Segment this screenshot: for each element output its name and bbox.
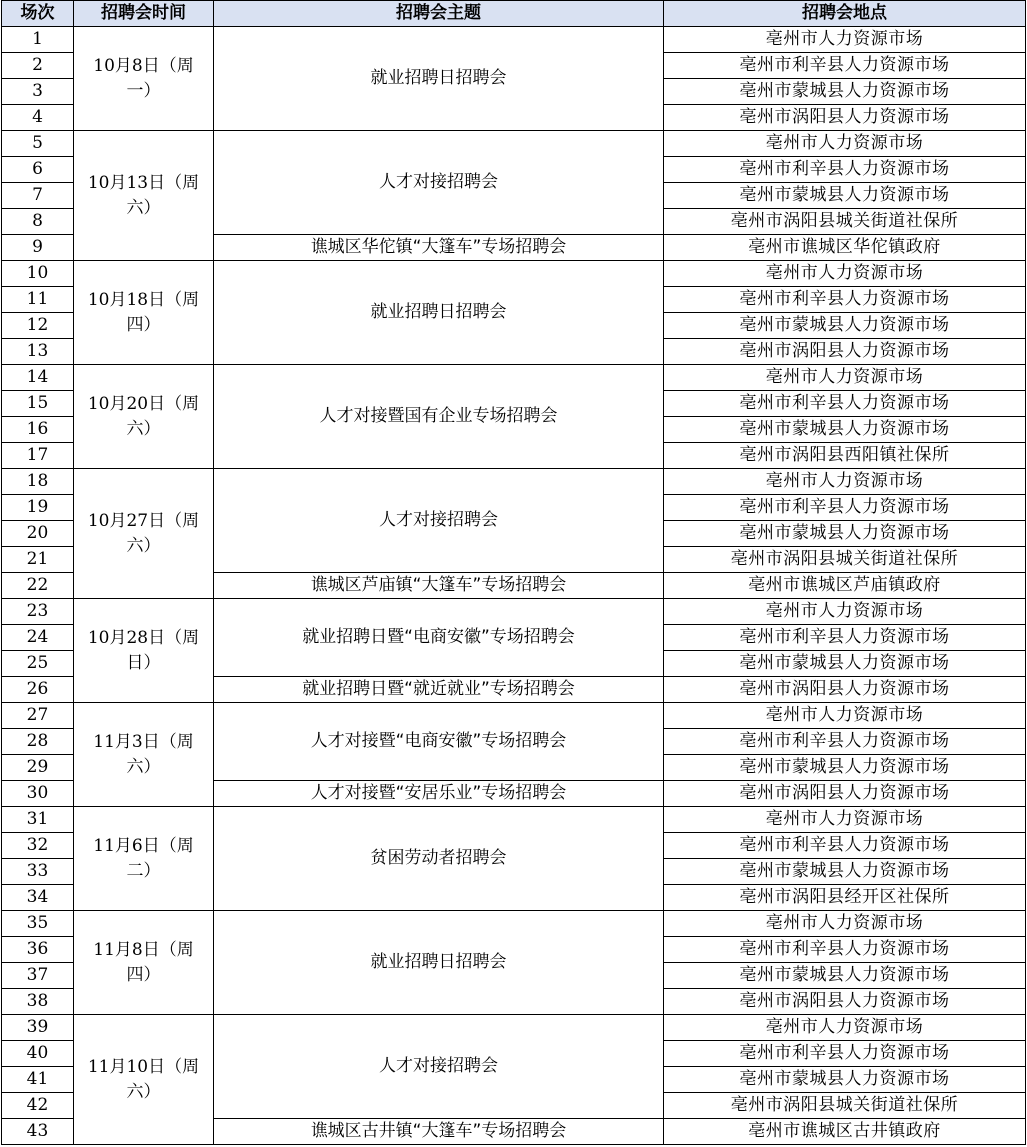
session-number: 40 xyxy=(2,1041,74,1067)
fair-location: 亳州市利辛县人力资源市场 xyxy=(664,53,1026,79)
fair-theme: 就业招聘日招聘会 xyxy=(214,261,664,365)
session-number: 11 xyxy=(2,287,74,313)
session-number: 2 xyxy=(2,53,74,79)
fair-location: 亳州市利辛县人力资源市场 xyxy=(664,729,1026,755)
fair-location: 亳州市涡阳县人力资源市场 xyxy=(664,105,1026,131)
fair-theme: 人才对接暨国有企业专场招聘会 xyxy=(214,365,664,469)
fair-theme: 贫困劳动者招聘会 xyxy=(214,807,664,911)
session-number: 42 xyxy=(2,1093,74,1119)
fair-location: 亳州市蒙城县人力资源市场 xyxy=(664,1067,1026,1093)
fair-date: 10月13日（周六） xyxy=(74,131,214,261)
session-number: 12 xyxy=(2,313,74,339)
session-number: 36 xyxy=(2,937,74,963)
session-number: 10 xyxy=(2,261,74,287)
session-number: 43 xyxy=(2,1119,74,1145)
table-row xyxy=(2,703,1026,729)
session-number: 24 xyxy=(2,625,74,651)
fair-location: 亳州市人力资源市场 xyxy=(664,1015,1026,1041)
fair-theme: 就业招聘日暨“就近就业”专场招聘会 xyxy=(214,677,664,703)
table-row xyxy=(2,261,1026,287)
fair-theme: 就业招聘日暨“电商安徽”专场招聘会 xyxy=(214,599,664,677)
table-row xyxy=(2,911,1026,937)
fair-location: 亳州市涡阳县城关街道社保所 xyxy=(664,209,1026,235)
session-number: 19 xyxy=(2,495,74,521)
fair-theme: 就业招聘日招聘会 xyxy=(214,27,664,131)
session-number: 5 xyxy=(2,131,74,157)
fair-date: 10月28日（周日） xyxy=(74,599,214,703)
session-number: 33 xyxy=(2,859,74,885)
fair-location: 亳州市利辛县人力资源市场 xyxy=(664,157,1026,183)
fair-location: 亳州市人力资源市场 xyxy=(664,703,1026,729)
session-number: 3 xyxy=(2,79,74,105)
fair-location: 亳州市蒙城县人力资源市场 xyxy=(664,79,1026,105)
fair-location: 亳州市人力资源市场 xyxy=(664,27,1026,53)
session-number: 37 xyxy=(2,963,74,989)
table-row xyxy=(2,365,1026,391)
session-number: 23 xyxy=(2,599,74,625)
fair-date: 10月20日（周六） xyxy=(74,365,214,469)
session-number: 9 xyxy=(2,235,74,261)
session-number: 25 xyxy=(2,651,74,677)
fair-theme: 人才对接招聘会 xyxy=(214,469,664,573)
session-number: 1 xyxy=(2,27,74,53)
fair-theme: 谯城区古井镇“大篷车”专场招聘会 xyxy=(214,1119,664,1145)
session-number: 38 xyxy=(2,989,74,1015)
header-theme: 招聘会主题 xyxy=(214,1,664,27)
session-number: 41 xyxy=(2,1067,74,1093)
fair-location: 亳州市谯城区华佗镇政府 xyxy=(664,235,1026,261)
fair-location: 亳州市涡阳县城关街道社保所 xyxy=(664,1093,1026,1119)
session-number: 31 xyxy=(2,807,74,833)
fair-location: 亳州市人力资源市场 xyxy=(664,469,1026,495)
fair-date: 10月27日（周六） xyxy=(74,469,214,599)
session-number: 14 xyxy=(2,365,74,391)
fair-location: 亳州市蒙城县人力资源市场 xyxy=(664,183,1026,209)
session-number: 30 xyxy=(2,781,74,807)
fair-theme: 就业招聘日招聘会 xyxy=(214,911,664,1015)
fair-location: 亳州市人力资源市场 xyxy=(664,261,1026,287)
fair-location: 亳州市蒙城县人力资源市场 xyxy=(664,313,1026,339)
fair-location: 亳州市涡阳县人力资源市场 xyxy=(664,781,1026,807)
fair-date: 10月18日（周四） xyxy=(74,261,214,365)
fair-date: 11月8日（周四） xyxy=(74,911,214,1015)
fair-location: 亳州市蒙城县人力资源市场 xyxy=(664,651,1026,677)
session-number: 17 xyxy=(2,443,74,469)
session-number: 16 xyxy=(2,417,74,443)
header-time: 招聘会时间 xyxy=(74,1,214,27)
fair-location: 亳州市利辛县人力资源市场 xyxy=(664,391,1026,417)
fair-theme: 人才对接招聘会 xyxy=(214,131,664,235)
fair-location: 亳州市利辛县人力资源市场 xyxy=(664,287,1026,313)
header-location: 招聘会地点 xyxy=(664,1,1026,27)
job-fair-schedule-table xyxy=(1,0,1026,1145)
fair-location: 亳州市利辛县人力资源市场 xyxy=(664,937,1026,963)
fair-location: 亳州市蒙城县人力资源市场 xyxy=(664,859,1026,885)
table-row xyxy=(2,807,1026,833)
table-row xyxy=(2,599,1026,625)
fair-location: 亳州市人力资源市场 xyxy=(664,131,1026,157)
fair-theme: 人才对接招聘会 xyxy=(214,1015,664,1119)
fair-location: 亳州市蒙城县人力资源市场 xyxy=(664,755,1026,781)
fair-location: 亳州市人力资源市场 xyxy=(664,911,1026,937)
session-number: 27 xyxy=(2,703,74,729)
fair-location: 亳州市蒙城县人力资源市场 xyxy=(664,963,1026,989)
session-number: 34 xyxy=(2,885,74,911)
table-row xyxy=(2,131,1026,157)
session-number: 7 xyxy=(2,183,74,209)
session-number: 8 xyxy=(2,209,74,235)
table-row xyxy=(2,1015,1026,1041)
fair-location: 亳州市人力资源市场 xyxy=(664,599,1026,625)
session-number: 15 xyxy=(2,391,74,417)
fair-location: 亳州市涡阳县西阳镇社保所 xyxy=(664,443,1026,469)
fair-theme: 谯城区华佗镇“大篷车”专场招聘会 xyxy=(214,235,664,261)
session-number: 28 xyxy=(2,729,74,755)
fair-location: 亳州市涡阳县人力资源市场 xyxy=(664,677,1026,703)
session-number: 13 xyxy=(2,339,74,365)
fair-location: 亳州市涡阳县人力资源市场 xyxy=(664,989,1026,1015)
session-number: 21 xyxy=(2,547,74,573)
fair-location: 亳州市利辛县人力资源市场 xyxy=(664,1041,1026,1067)
fair-location: 亳州市涡阳县人力资源市场 xyxy=(664,339,1026,365)
fair-location: 亳州市利辛县人力资源市场 xyxy=(664,833,1026,859)
fair-date: 11月10日（周六） xyxy=(74,1015,214,1145)
session-number: 22 xyxy=(2,573,74,599)
fair-location: 亳州市蒙城县人力资源市场 xyxy=(664,417,1026,443)
fair-date: 11月6日（周二） xyxy=(74,807,214,911)
fair-theme: 人才对接暨“安居乐业”专场招聘会 xyxy=(214,781,664,807)
fair-theme: 谯城区芦庙镇“大篷车”专场招聘会 xyxy=(214,573,664,599)
header-row xyxy=(2,1,1026,27)
fair-location: 亳州市蒙城县人力资源市场 xyxy=(664,521,1026,547)
fair-location: 亳州市利辛县人力资源市场 xyxy=(664,625,1026,651)
fair-location: 亳州市利辛县人力资源市场 xyxy=(664,495,1026,521)
session-number: 20 xyxy=(2,521,74,547)
session-number: 18 xyxy=(2,469,74,495)
header-session: 场次 xyxy=(2,1,74,27)
session-number: 35 xyxy=(2,911,74,937)
session-number: 6 xyxy=(2,157,74,183)
fair-location: 亳州市谯城区古井镇政府 xyxy=(664,1119,1026,1145)
fair-location: 亳州市人力资源市场 xyxy=(664,365,1026,391)
fair-location: 亳州市涡阳县城关街道社保所 xyxy=(664,547,1026,573)
session-number: 26 xyxy=(2,677,74,703)
fair-date: 11月3日（周六） xyxy=(74,703,214,807)
fair-location: 亳州市谯城区芦庙镇政府 xyxy=(664,573,1026,599)
session-number: 32 xyxy=(2,833,74,859)
session-number: 4 xyxy=(2,105,74,131)
fair-location: 亳州市涡阳县经开区社保所 xyxy=(664,885,1026,911)
table-row xyxy=(2,469,1026,495)
fair-date: 10月8日（周一） xyxy=(74,27,214,131)
fair-theme: 人才对接暨“电商安徽”专场招聘会 xyxy=(214,703,664,781)
table-row xyxy=(2,27,1026,53)
session-number: 29 xyxy=(2,755,74,781)
fair-location: 亳州市人力资源市场 xyxy=(664,807,1026,833)
session-number: 39 xyxy=(2,1015,74,1041)
schedule-body xyxy=(2,27,1026,1145)
